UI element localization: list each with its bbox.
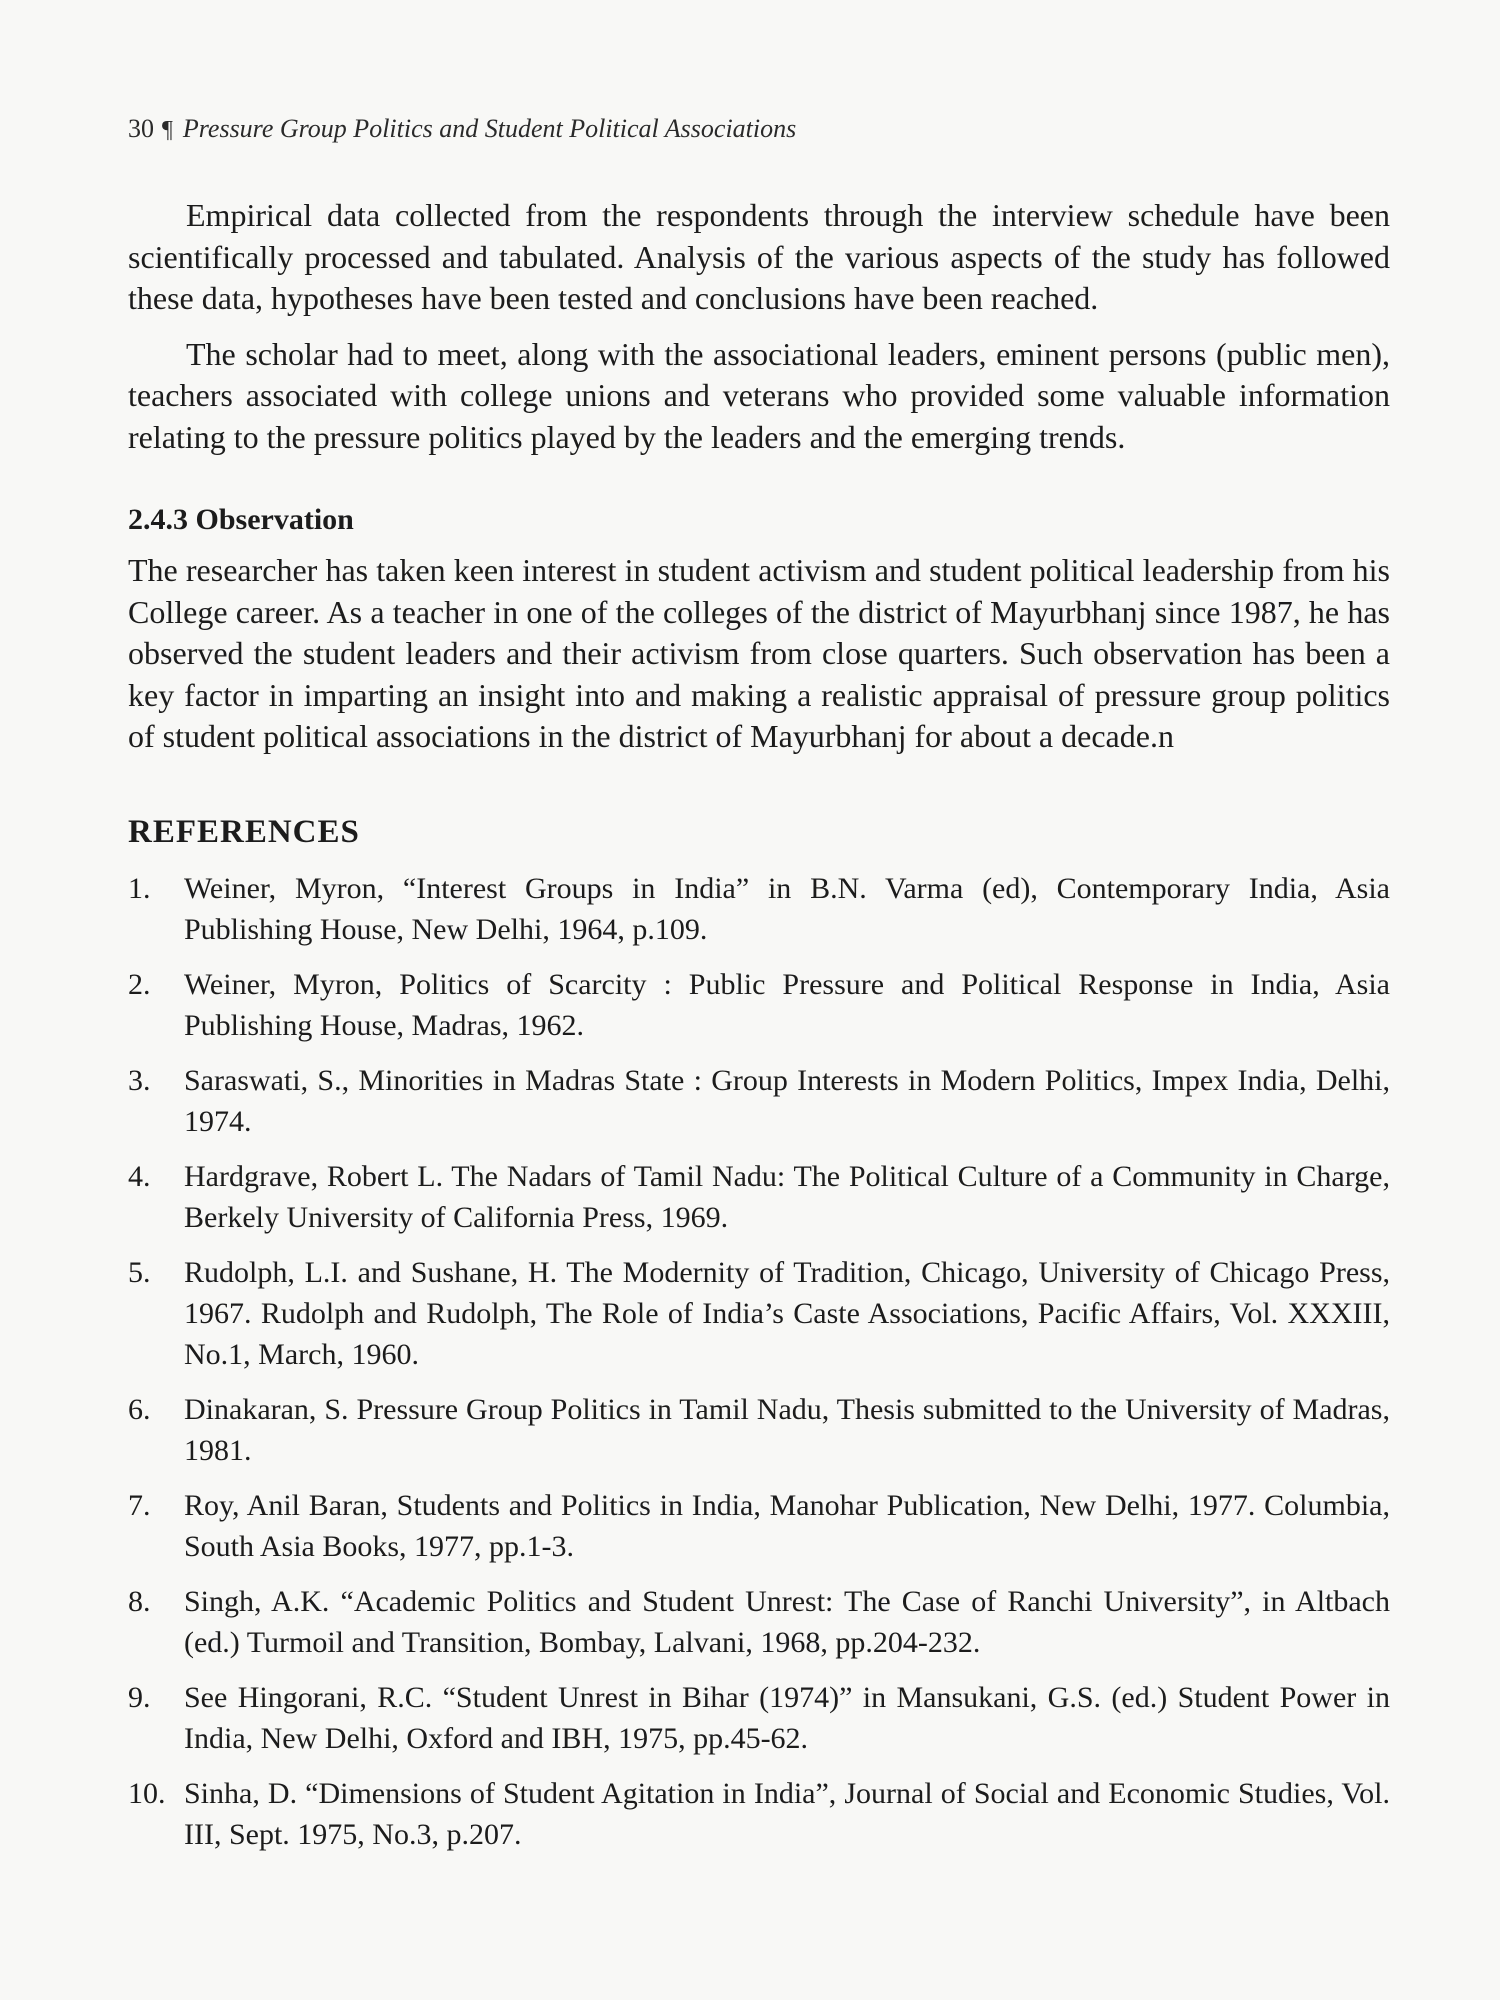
book-title: Pressure Group Politics and Student Political Associations <box>182 114 797 143</box>
reference-number: 3. <box>128 1063 151 1097</box>
reference-item <box>128 1485 1390 1567</box>
reference-text: Dinakaran, S. Pressure Group Politics in Tamil Nadu, Thesis submitted to the University of Madras, 1981. <box>184 1392 1390 1467</box>
reference-number: 4. <box>128 1159 151 1193</box>
reference-number: 7. <box>128 1488 151 1522</box>
reference-text: Weiner, Myron, “Interest Groups in India” in B.N. Varma (ed), Contemporary India, Asia Publishing House, New Delhi, 1964, p.109. <box>184 871 1390 946</box>
page-number: 30 <box>128 114 154 143</box>
reference-number: 6. <box>128 1392 151 1426</box>
reference-text: See Hingorani, R.C. “Student Unrest in Bihar (1974)” in Mansukani, G.S. (ed.) Student Power in India, New Delhi, Oxford and IBH, 1975, pp.45-62. <box>184 1680 1390 1755</box>
reference-item <box>128 1677 1390 1759</box>
references-list <box>128 868 1390 1855</box>
reference-text: Weiner, Myron, Politics of Scarcity : Public Pressure and Political Response in India, Asia Publishing House, Madras, 1962. <box>184 967 1390 1042</box>
reference-number: 10. <box>128 1776 166 1810</box>
reference-text: Hardgrave, Robert L. The Nadars of Tamil Nadu: The Political Culture of a Community in Charge, Berkely University of California Press, 1969. <box>184 1159 1390 1234</box>
reference-item <box>128 1060 1390 1142</box>
reference-item <box>128 868 1390 950</box>
reference-item <box>128 1156 1390 1238</box>
reference-item <box>128 1252 1390 1375</box>
body-paragraph-2: The scholar had to meet, along with the associational leaders, eminent persons (public men), teachers associated with college unions and veterans who provided some valuable information relating to the pressure politics played by the leaders and the emerging trends. <box>128 335 1390 455</box>
section-heading-observation: 2.4.3 Observation <box>128 503 354 536</box>
reference-item <box>128 1581 1390 1663</box>
reference-text: Singh, A.K. “Academic Politics and Student Unrest: The Case of Ranchi University”, in Altbach (ed.) Turmoil and Transition, Bombay, Lalvani, 1968, pp.204-232. <box>184 1584 1390 1659</box>
body-paragraph-3: The researcher has taken keen interest in student activism and student political leadership from his College career. As a teacher in one of the colleges of the district of Mayurbhanj since 1987, he has observed the student leaders and their activism from close quarters. Such observation has been a key factor in imparting an insight into and making a realistic appraisal of pressure group politics of student political associations in the district of Mayurbhanj for about a decade.n <box>128 552 1390 754</box>
reference-number: 8. <box>128 1584 151 1618</box>
pilcrow-icon: ¶ <box>162 117 173 143</box>
reference-number: 2. <box>128 967 151 1001</box>
reference-text: Saraswati, S., Minorities in Madras State : Group Interests in Modern Politics, Impex India, Delhi, 1974. <box>184 1063 1390 1138</box>
reference-text: Roy, Anil Baran, Students and Politics in India, Manohar Publication, New Delhi, 1977. Columbia, South Asia Books, 1977, pp.1-3. <box>184 1488 1390 1563</box>
reference-item <box>128 1773 1390 1855</box>
reference-item <box>128 1389 1390 1471</box>
body-paragraph-1: Empirical data collected from the respondents through the interview schedule have been scientifically processed and tabulated. Analysis of the various aspects of the study has followed these data, hypotheses have been tested and conclusions have been reached. <box>128 197 1390 316</box>
reference-item <box>128 964 1390 1046</box>
reference-text: Rudolph, L.I. and Sushane, H. The Modernity of Tradition, Chicago, University of Chicago Press, 1967. Rudolph and Rudolph, The Role of India’s Caste Associations, Pacific Affairs, Vol. XXXIII, No.1, March, 1960. <box>184 1255 1390 1371</box>
book-page <box>128 112 1390 1982</box>
reference-text: Sinha, D. “Dimensions of Student Agitation in India”, Journal of Social and Economic Studies, Vol. III, Sept. 1975, No.3, p.207. <box>184 1776 1390 1851</box>
reference-number: 5. <box>128 1255 151 1289</box>
running-head <box>128 112 1390 147</box>
reference-number: 1. <box>128 871 151 905</box>
references-heading: REFERENCES <box>128 813 360 850</box>
reference-number: 9. <box>128 1680 151 1714</box>
